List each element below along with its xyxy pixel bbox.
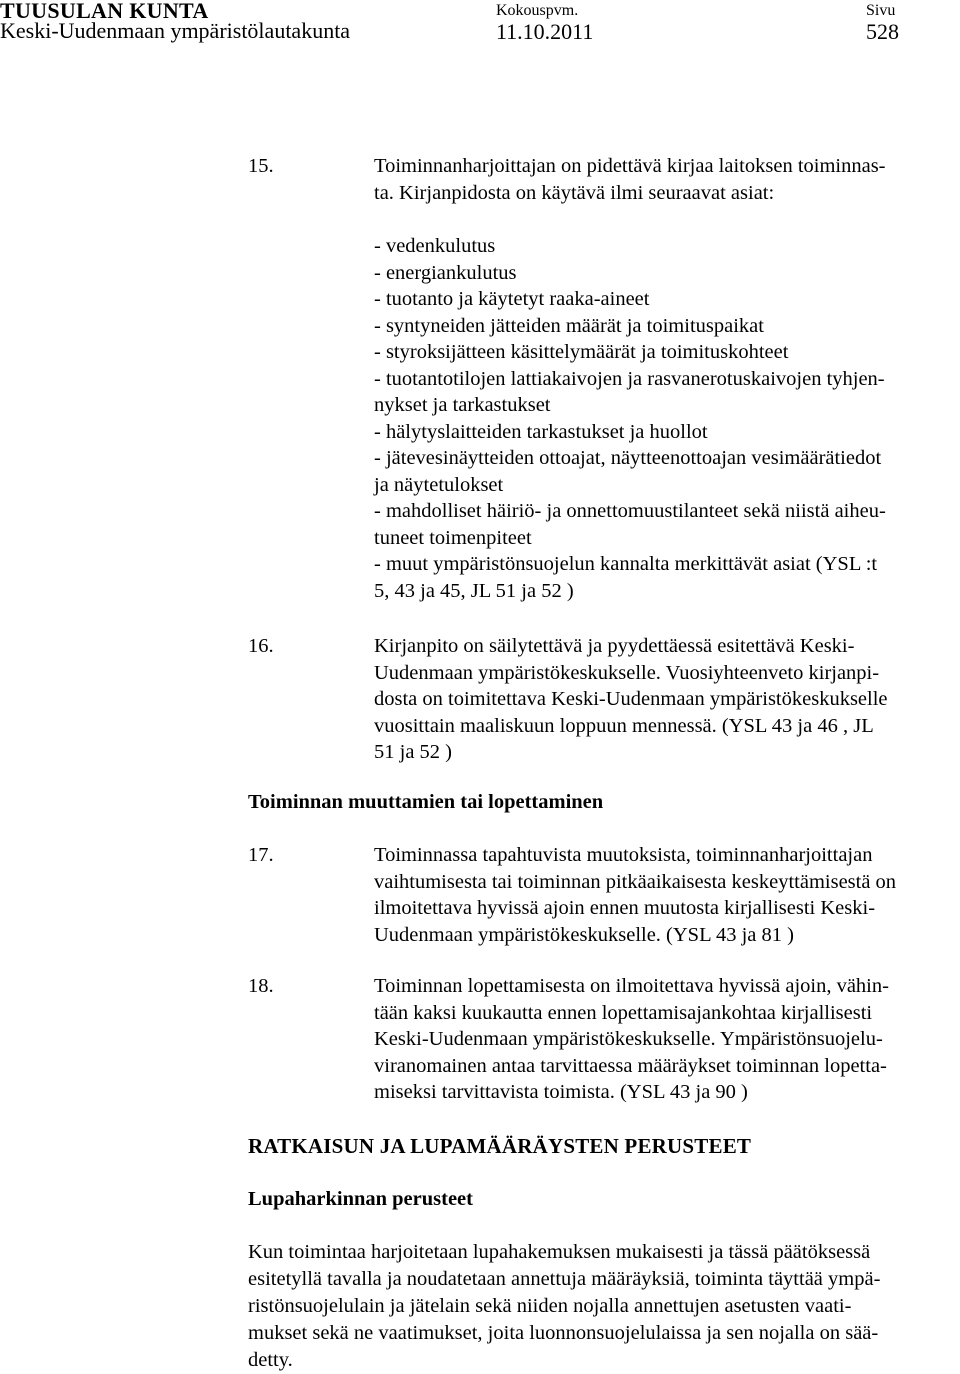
organization-name: TUUSULAN KUNTA [0,0,209,23]
page-number: 528 [866,19,899,44]
text-line: ilmoitettava hyvissä ajoin ennen muutosta kirjallisesti Keski- [374,897,876,919]
list-item: - vedenkulutus [374,235,496,257]
text-line: esitetyllä tavalla ja noudatetaan annettuja määräyksiä, toiminta täyttää ympä- [248,1268,881,1290]
item-number: 15. [248,155,274,177]
list-item: - jätevesinäytteiden ottoajat, näytteenottoajan vesimäärätiedot [374,447,882,469]
list-item: - mahdolliset häiriö- ja onnettomuustilanteet sekä niistä aiheu- [374,500,886,522]
item-text [374,842,959,948]
item-number: 17. [248,844,274,866]
text-line: Uudenmaan ympäristökeskukselle. (YSL 43 ja 81 ) [374,923,794,946]
list-item: - hälytyslaitteiden tarkastukset ja huollot [374,420,708,443]
text-line: Kun toimintaa harjoitetaan lupahakemuksen mukaisesti ja tässä päätöksessä [248,1241,871,1263]
text-line: tään kaksi kuukautta ennen lopettamisajankohtaa kirjallisesti [374,1001,873,1024]
text-line: mukset sekä ne vaatimukset, joita luonnonsuojelulaissa ja sen nojalla on sää- [248,1322,879,1344]
list-item: - energiankulutus [374,261,517,284]
item-text [374,973,959,1106]
text-line: Toiminnanharjoittajan on pidettävä kirjaa laitoksen toiminnas- [374,155,886,177]
text-line: viranomainen antaa tarvittaessa määräykset toiminnan lopetta- [374,1054,887,1077]
text-line: 51 ja 52 ) [374,741,452,763]
text-line: ristönsuojelulain ja jätelain sekä niiden nojalla annettujen asetusten vaati- [248,1295,852,1317]
text-line: detty. [248,1349,293,1371]
bullet-list [374,233,960,604]
text-line: vaihtumisesta tai toiminnan pitkäaikaisesta keskeyttämisestä on [374,870,897,893]
subsection-heading: Lupaharkinnan perusteet [248,1188,473,1210]
item-text [374,153,959,180]
page-header [0,0,960,48]
section-heading: Toiminnan muuttamien tai lopettaminen [248,791,604,813]
item-number: 16. [248,635,274,657]
text-line: dosta on toimitettava Keski-Uudenmaan ympäristökeskukselle [374,688,888,710]
text-line: ta. Kirjanpidosta on käytävä ilmi seuraavat asiat: [374,182,775,204]
list-item: nykset ja tarkastukset [374,394,551,416]
text-line: Keski-Uudenmaan ympäristökeskukselle. Ympäristönsuojelu- [374,1028,883,1050]
list-item: ja näytetulokset [374,473,504,496]
section-heading-main: RATKAISUN JA LUPAMÄÄRÄYSTEN PERUSTEET [248,1134,752,1158]
text-line: vuosittain maaliskuun loppuun mennessä. (YSL 43 ja 46 , JL [374,714,874,737]
page-label: Sivu [866,2,896,19]
text-line: Toiminnassa tapahtuvista muutoksista, toiminnanharjoittajan [374,844,873,866]
list-item: - styroksijätteen käsittelymäärät ja toimituskohteet [374,341,789,363]
board-name: Keski-Uudenmaan ympäristölautakunta [0,18,351,43]
list-item: - tuotanto ja käytetyt raaka-aineet [374,288,650,310]
item-15-cont [374,180,960,207]
list-item: - tuotantotilojen lattiakaivojen ja rasvanerotuskaivojen tyhjen- [374,367,885,390]
list-item: - syntyneiden jätteiden määrät ja toimituspaikat [374,314,764,337]
text-line: Uudenmaan ympäristökeskukselle. Vuosiyhteenveto kirjanpi- [374,661,880,684]
text-line: Toiminnan lopettamisesta on ilmoitettava hyvissä ajoin, vähin- [374,975,889,997]
list-item: tuneet toimenpiteet [374,526,532,549]
text-line: miseksi tarvittavista toimista. (YSL 43 ja 90 ) [374,1081,748,1103]
item-text [374,633,959,766]
item-number: 18. [248,975,274,997]
paragraph [248,1239,960,1374]
text-line: Kirjanpito on säilytettävä ja pyydettäessä esitettävä Keski- [374,635,855,657]
meeting-date: 11.10.2011 [496,19,594,44]
list-item: - muut ympäristönsuojelun kannalta merkittävät asiat (YSL :t [374,553,878,575]
list-item: 5, 43 ja 45, JL 51 ja 52 ) [374,579,574,602]
meeting-date-label: Kokouspvm. [496,2,579,19]
